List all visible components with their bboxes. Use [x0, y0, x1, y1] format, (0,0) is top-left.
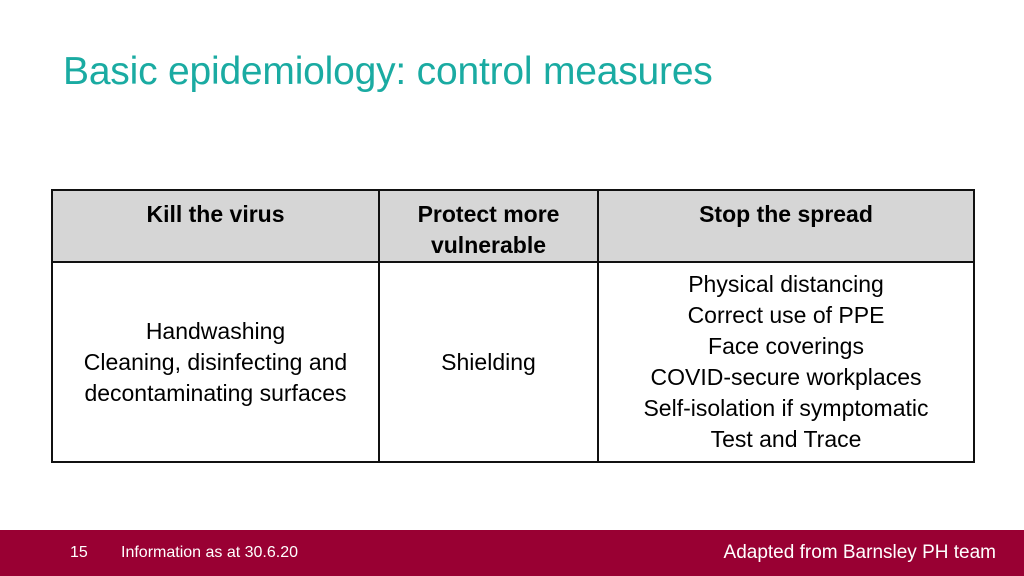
table-row: [52, 262, 974, 462]
cell-line: Correct use of PPE: [687, 302, 885, 328]
cell-line: Cleaning, disinfecting and: [83, 348, 348, 375]
header-protect-more-vulnerable: [379, 190, 598, 262]
cell-line: Self-isolation if symptomatic: [643, 395, 929, 421]
header-line: Stop the spread: [699, 201, 873, 227]
cell-line: COVID-secure workplaces: [650, 364, 922, 390]
cell-line: decontaminating surfaces: [84, 379, 347, 406]
footer-bar: [0, 530, 1024, 576]
cell-line: Shielding: [441, 348, 536, 375]
cell-line: Test and Trace: [710, 426, 862, 452]
cell-stop-the-spread: [598, 262, 974, 462]
slide-title: Basic epidemiology: control measures: [63, 50, 713, 93]
cell-line: Face coverings: [708, 333, 864, 359]
footer-credit: Adapted from Barnsley PH team: [723, 542, 996, 563]
header-stop-the-spread: [598, 190, 974, 262]
header-line: vulnerable: [430, 232, 547, 258]
footer-info: Information as at 30.6.20: [121, 544, 298, 561]
control-measures-table: [51, 189, 975, 463]
cell-line: Handwashing: [145, 317, 286, 344]
cell-line: Physical distancing: [688, 271, 884, 297]
header-line: Kill the virus: [146, 201, 285, 227]
header-kill-the-virus: [52, 190, 379, 262]
table-header-row: [52, 190, 974, 262]
header-line: Protect more: [417, 201, 560, 227]
cell-protect-more-vulnerable: [379, 262, 598, 462]
cell-kill-the-virus: [52, 262, 379, 462]
slide-number: 15: [70, 544, 88, 561]
